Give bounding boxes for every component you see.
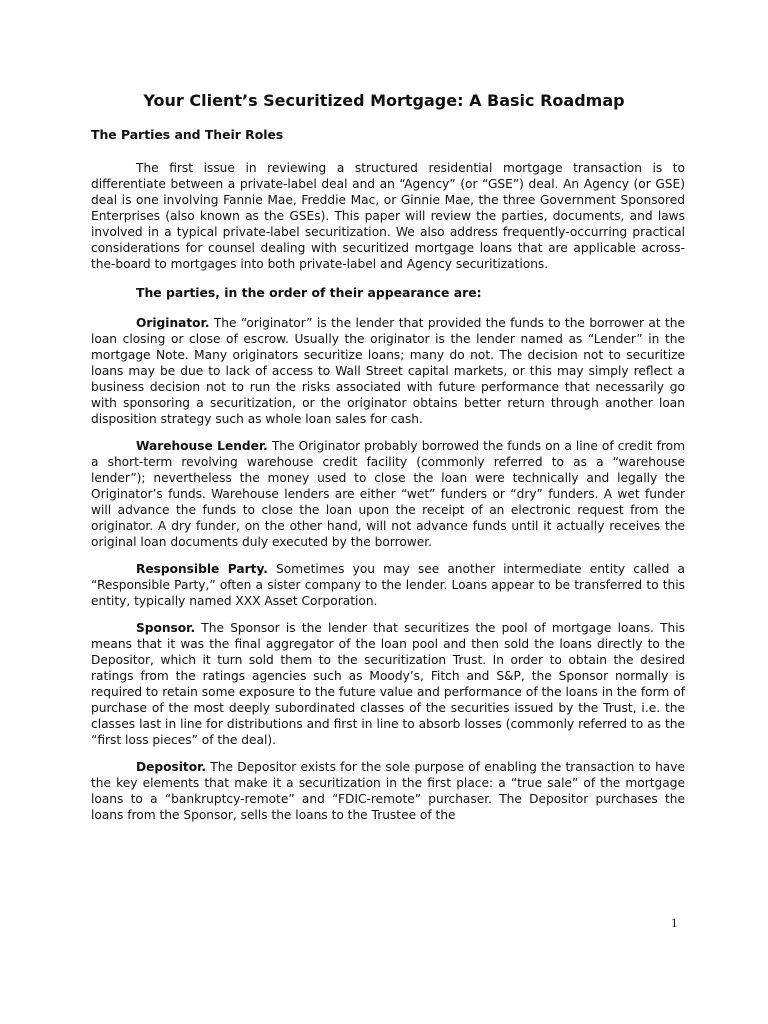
depositor-lead: Depositor. [136,760,207,774]
intro-paragraph: The first issue in reviewing a structured residential mortgage transaction is to differentiate between a private-label deal and an “Agency” (or “GSE”) deal. An Agency (or GSE) deal is one involving Fannie Mae, Freddie Mac, or Ginnie Mae, the three Government Sponsored Enterprises (also known as the GSEs). This paper will review the parties, documents, and laws involved in a typical private-label securitization. We also address frequently-occurring practical considerations for counsel dealing with securitized mortgage loans that are applicable across-the-board to mortgages into both private-label and Agency securitizations. [91,161,685,271]
sponsor-paragraph [91,620,685,748]
originator-paragraph [91,315,685,427]
originator-lead: Originator. [136,316,210,330]
responsible-party-paragraph [91,561,685,609]
warehouse-lender-paragraph [91,438,685,550]
responsible-party-text: Sometimes you may see another intermediate entity called a “Responsible Party,” often a sister company to the lender. Loans appear to be transferred to this entity, typically named XXX Asset Corporation. [91,562,685,608]
warehouse-lender-lead: Warehouse Lender. [136,439,268,453]
responsible-party-lead: Responsible Party. [136,562,268,576]
sponsor-lead: Sponsor. [136,621,196,635]
warehouse-lender-text: The Originator probably borrowed the funds on a line of credit from a short-term revolving warehouse credit facility (commonly referred to as a “warehouse lender”); nevertheless the money used to close the loan were technically and legally the Originator’s funds. Warehouse lenders are either “wet” funders or “dry” funders. A wet funder will advance the funds to close the loan upon the receipt of an electronic request from the originator. A dry funder, on the other hand, will not advance funds until it actually receives the original loan documents duly executed by the borrower. [91,439,685,549]
document-title: Your Client’s Securitized Mortgage: A Basic Roadmap [143,91,625,110]
depositor-paragraph [91,759,685,823]
depositor-text: The Depositor exists for the sole purpose of enabling the transaction to have the key elements that make it a securitization in the first place: a “true sale” of the mortgage loans to a “bankruptcy-remote” and “FDIC-remote” purchaser. The Depositor purchases the loans from the Sponsor, sells the loans to the Trustee of the [91,760,685,822]
section-heading: The Parties and Their Roles [91,127,284,142]
page-number: 1 [671,915,678,930]
originator-text: The “originator” is the lender that provided the funds to the borrower at the loan closing or close of escrow. Usually the originator is the lender named as “Lender” in the mortgage Note. Many originators securitize loans; many do not. The decision not to securitize loans may be due to lack of access to Wall Street capital markets, or this may simply reflect a business decision not to run the risks associated with future performance that necessarily go with sponsoring a securitization, or the originator obtains better return through another loan disposition strategy such as whole loan sales for cash. [91,316,685,426]
document-body [91,160,685,834]
parties-heading: The parties, in the order of their appearance are: [136,285,482,300]
sponsor-text: The Sponsor is the lender that securitizes the pool of mortgage loans. This means that it was the final aggregator of the loan pool and then sold the loans directly to the Depositor, which it turn sold them to the securitization Trust. In order to obtain the desired ratings from the ratings agencies such as Moody’s, Fitch and S&P, the Sponsor normally is required to retain some exposure to the future value and performance of the loans in the form of purchase of the most deeply subordinated classes of the securities issued by the Trust, i.e. the classes last in line for distributions and first in line to absorb losses (commonly referred to as the “first loss pieces” of the deal). [91,621,685,747]
